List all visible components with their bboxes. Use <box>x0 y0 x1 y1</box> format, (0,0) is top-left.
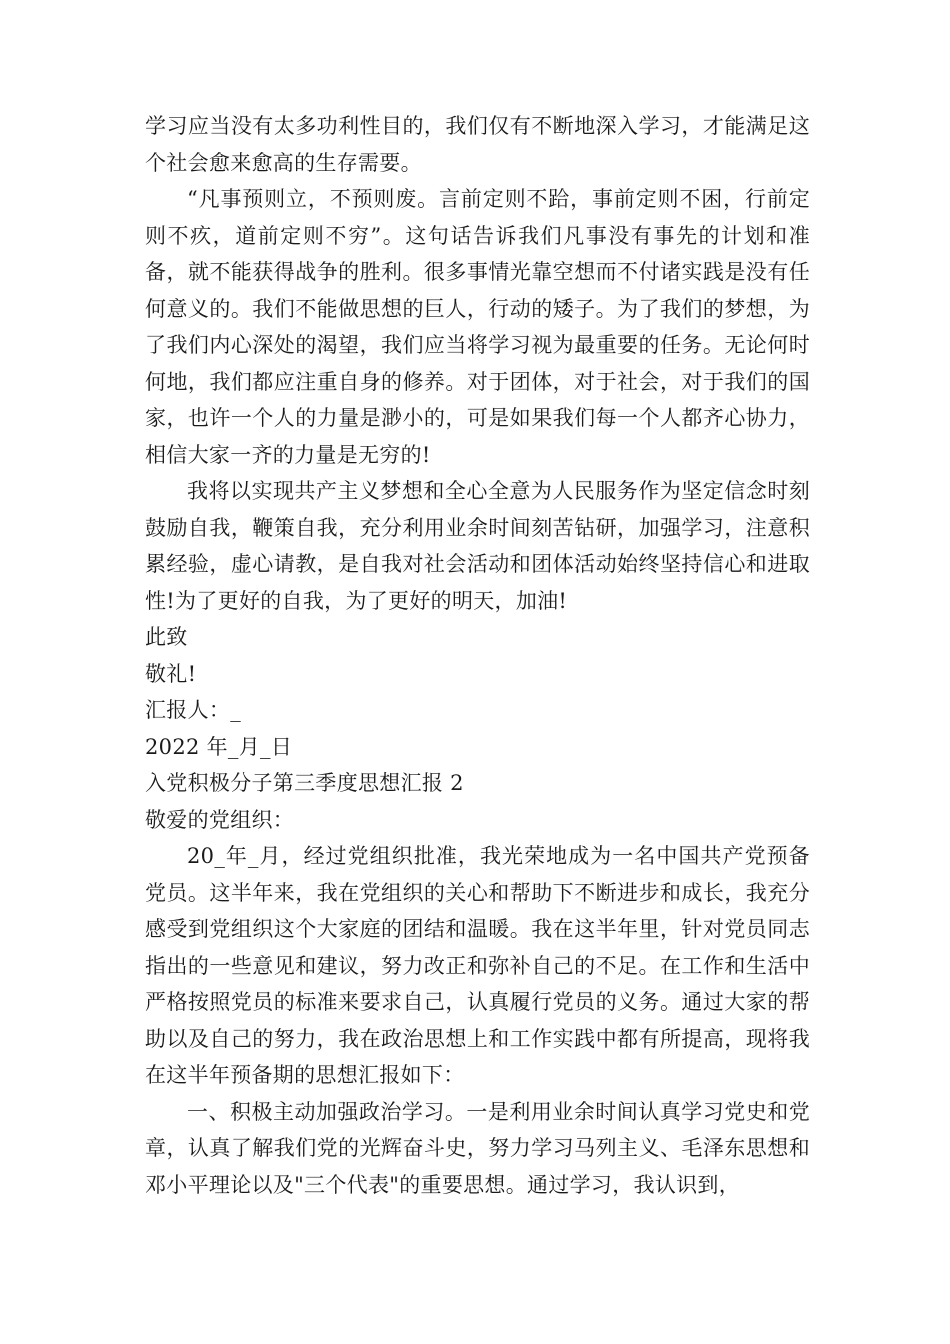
closing-salutation: 此致 <box>145 625 188 649</box>
closing-regards: 敬礼! <box>145 661 197 686</box>
paragraph-political-study: 一、积极主动加强政治学习。一是利用业余时间认真学习党史和党章，认真了解我们党的光辉奋斗史，努力学习马列主义、毛泽东思想和邓小平理论以及"三个代表"的重要思想。通过学习，我认识到， <box>145 1099 810 1197</box>
paragraph-probation-intro: 20_年_月，经过党组织批准，我光荣地成为一名中国共产党预备党员。这半年来，我在党组织的关心和帮助下不断进步和成长，我充分感受到党组织这个大家庭的团结和温暖。我在这半年里，针对党员同志指出的一些意见和建议，努力改正和弥补自己的不足。在工作和生活中严格按照党员的标准来要求自己，认真履行党员的义务。通过大家的帮助以及自己的努力，我在政治思想上和工作实践中都有所提高，现将我在这半年预备期的思想汇报如下： <box>145 844 810 1087</box>
reporter-line: 汇报人：_ <box>145 698 241 722</box>
paragraph-study-purpose: 学习应当没有太多功利性目的，我们仅有不断地深入学习，才能满足这个社会愈来愈高的生存需要。 <box>145 114 810 175</box>
date-line: 2022 年_月_日 <box>145 734 293 759</box>
paragraph-commitment: 我将以实现共产主义梦想和全心全意为人民服务作为坚定信念时刻鼓励自我，鞭策自我，充分利用业余时间刻苦钻研，加强学习，注意积累经验，虚心请教，是自我对社会活动和团体活动始终坚持信心和进取性!为了更好的自我，为了更好的明天，加油! <box>145 479 810 613</box>
paragraph-preparation-quote: “凡事预则立，不预则废。言前定则不跲，事前定则不困，行前定则不疚，道前定则不穷”。这句话告诉我们凡事没有事先的计划和准备，就不能获得战争的胜利。很多事情光靠空想而不付诸实践是没有任何意义的。我们不能做思想的巨人，行动的矮子。为了我们的梦想，为了我们内心深处的渴望，我们应当将学习视为最重要的任务。无论何时何地，我们都应注重自身的修养。对于团体，对于社会，对于我们的国家，也许一个人的力量是渺小的，可是如果我们每一个人都齐心协力，相信大家一齐的力量是无穷的! <box>145 187 810 467</box>
greeting-line: 敬爱的党组织： <box>145 807 295 832</box>
document-body <box>145 108 810 1203</box>
section-title: 入党积极分子第三季度思想汇报 2 <box>145 771 464 795</box>
